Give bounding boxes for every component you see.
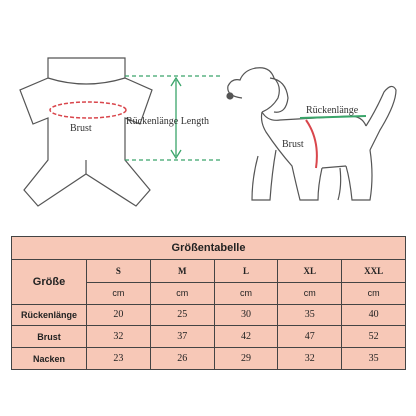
table-cell: 32 [87,326,151,348]
table-cell: 26 [150,348,214,370]
table-header-row [12,259,406,282]
dog-chest-label: Brust [282,139,304,150]
table-cell: 52 [342,326,406,348]
table-cell: 35 [278,304,342,326]
table-row [12,348,406,370]
table-cell: 30 [214,304,278,326]
dog-outline [227,68,396,200]
table-cell: 37 [150,326,214,348]
unit-cell: cm [87,282,151,304]
size-header-cell: Größe [12,259,87,304]
dog-chest-line [306,120,317,168]
dog-back-length-line [300,116,366,118]
size-chart-table [11,236,406,370]
unit-cell: cm [150,282,214,304]
row-label-neck: Nacken [12,348,87,370]
table-row [12,326,406,348]
shirt-back-length-label: Rückenlänge Length [126,116,210,127]
size-m-header: M [150,259,214,282]
table-cell: 25 [150,304,214,326]
table-title: Größentabelle [12,237,406,260]
dog-back-length-label: Rückenlänge [306,105,359,116]
row-label-chest: Brust [12,326,87,348]
unit-cell: cm [342,282,406,304]
size-xl-header: XL [278,259,342,282]
unit-cell: cm [214,282,278,304]
size-s-header: S [87,259,151,282]
shirt-chest-label: Brust [70,123,92,134]
table-cell: 23 [87,348,151,370]
table-cell: 32 [278,348,342,370]
table-cell: 20 [87,304,151,326]
size-xxl-header: XXL [342,259,406,282]
table-row [12,304,406,326]
table-cell: 42 [214,326,278,348]
size-l-header: L [214,259,278,282]
shirt-chest-line [50,102,126,118]
table-cell: 29 [214,348,278,370]
table-cell: 40 [342,304,406,326]
table-title-row [12,237,406,260]
table-cell: 47 [278,326,342,348]
table-cell: 35 [342,348,406,370]
unit-cell: cm [278,282,342,304]
row-label-back-length: Rückenlänge [12,304,87,326]
